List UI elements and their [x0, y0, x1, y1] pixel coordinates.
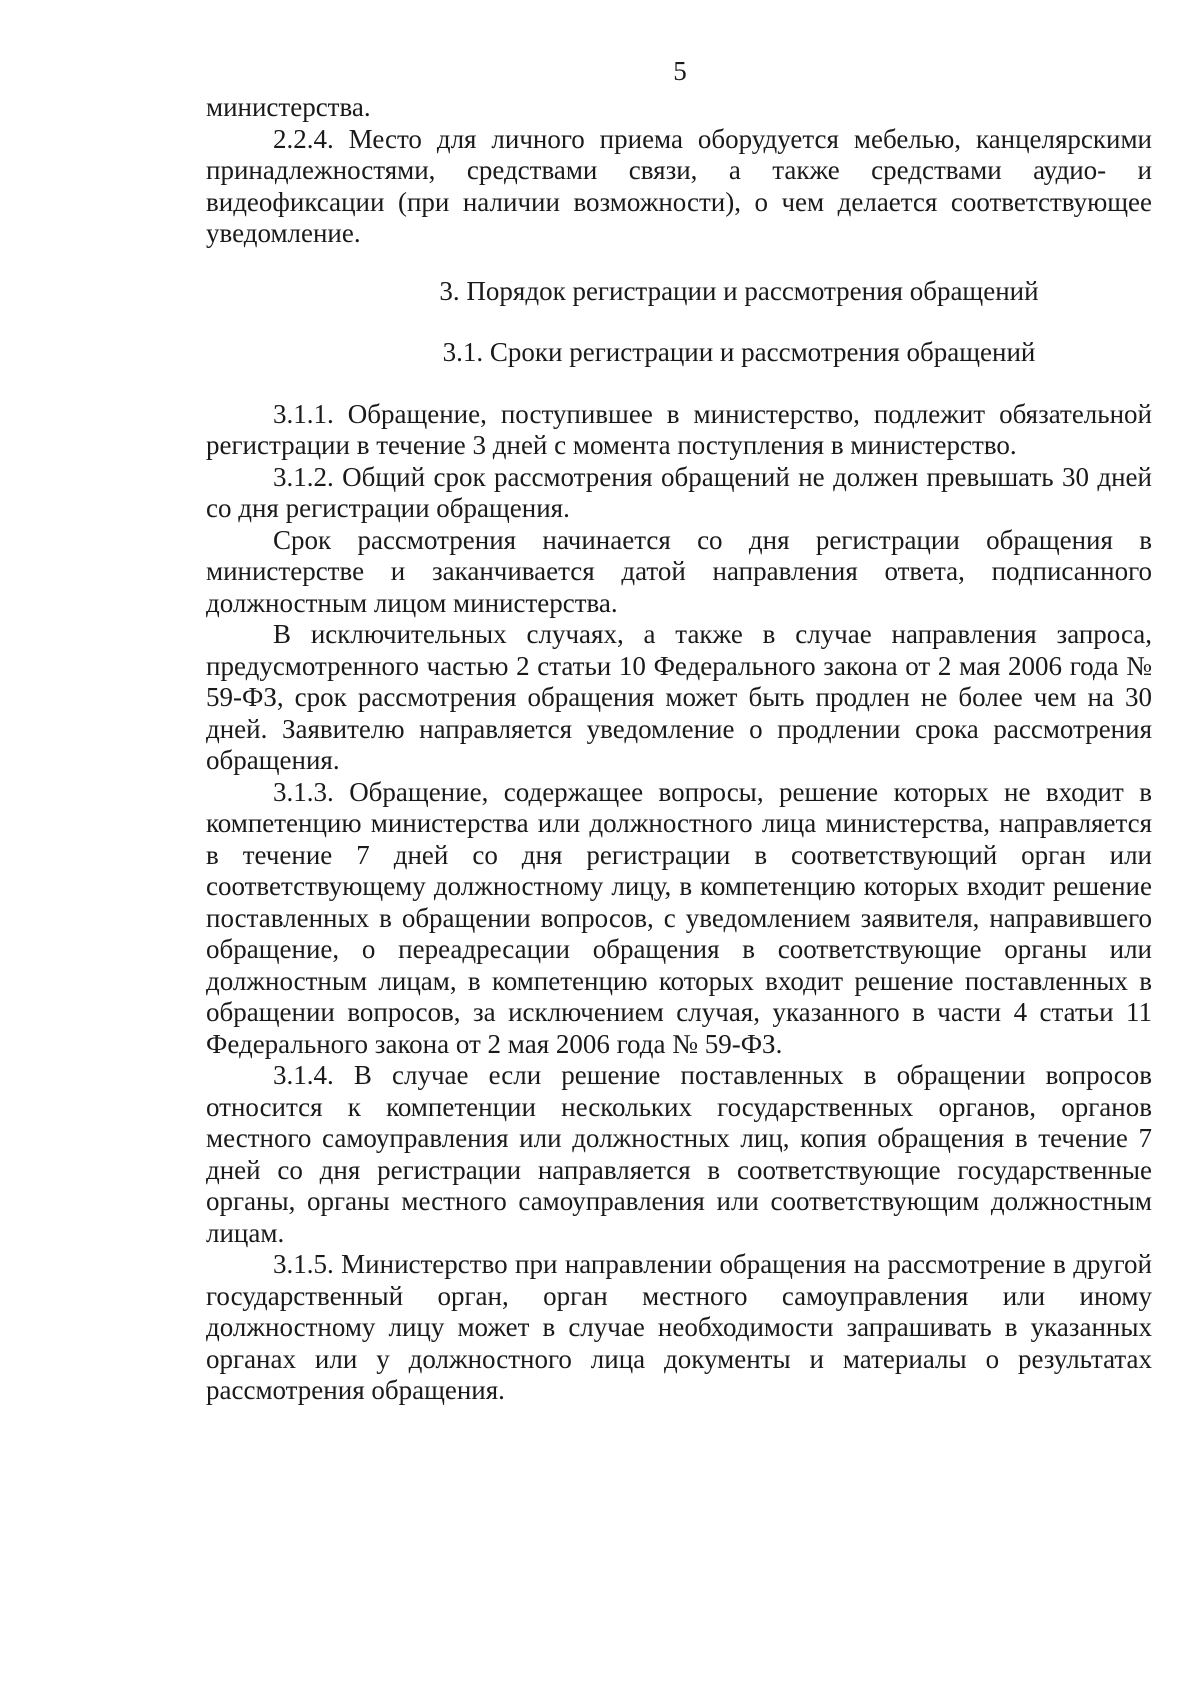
page-number: 5 — [673, 56, 687, 86]
paragraph-3-1-1: 3.1.1. Обращение, поступившее в министерство, подлежит обязательной регистрации в течение 3 дней с момента поступления в министерство. — [206, 398, 1152, 460]
page-body — [206, 92, 1152, 1407]
paragraph-2-2-4: 2.2.4. Место для личного приема оборудуется мебелью, канцелярскими принадлежностями, средствами связи, а также средствами аудио- и видеофиксации (при наличии возможности), о чем делается соответствующее уведомление. — [206, 123, 1152, 248]
paragraph-3-1-5: 3.1.5. Министерство при направлении обращения на рассмотрение в другой государственный орган, орган местного самоуправления или иному должностному лицу может в случае необходимости запрашивать в указанных органах или у должностного лица документы и материалы о результатах рассмотрения обращения. — [206, 1249, 1152, 1405]
paragraph-3-1-4: 3.1.4. В случае если решение поставленных в обращении вопросов относится к компетенции нескольких государственных органов, органов местного самоуправления или должностных лиц, копия обращения в течение 7 дней со дня регистрации направляется в соответствующие государственные органы, органы местного самоуправления или соответствующим должностным лицам. — [206, 1060, 1152, 1248]
paragraph-term-extension: В исключительных случаях, а также в случае направления запроса, предусмотренного частью 2 статьи 10 Федерального закона от 2 мая 2006 года № 59-ФЗ, срок рассмотрения обращения может быть продлен не более чем на 30 дней. Заявителю направляется уведомление о продлении срока рассмотрения обращения. — [206, 619, 1152, 775]
paragraph-term-start: Срок рассмотрения начинается со дня регистрации обращения в министерстве и заканчивается датой направления ответа, подписанного должностным лицом министерства. — [206, 524, 1152, 618]
paragraph-3-1-2: 3.1.2. Общий срок рассмотрения обращений не должен превышать 30 дней со дня регистрации обращения. — [206, 461, 1152, 523]
paragraph-3-1-3: 3.1.3. Обращение, содержащее вопросы, решение которых не входит в компетенцию министерства или должностного лица министерства, направляется в течение 7 дней со дня регистрации в соответствующий орган или соответствующему должностному лицу, в компетенцию которых входит решение поставленных в обращении вопросов, с уведомлением заявителя, направившего обращение, о переадресации обращения в соответствующие органы или должностным лицам, в компетенцию которых входит решение поставленных в обращении вопросов, за исключением случая, указанного в части 4 статьи 11 Федерального закона от 2 мая 2006 года № 59-ФЗ. — [206, 776, 1152, 1059]
subsection-heading-3-1: 3.1. Сроки регистрации и рассмотрения обращений — [442, 337, 1036, 367]
section-heading-3: 3. Порядок регистрации и рассмотрения обращений — [439, 275, 1039, 306]
paragraph-continuation: министерства. — [206, 92, 371, 122]
